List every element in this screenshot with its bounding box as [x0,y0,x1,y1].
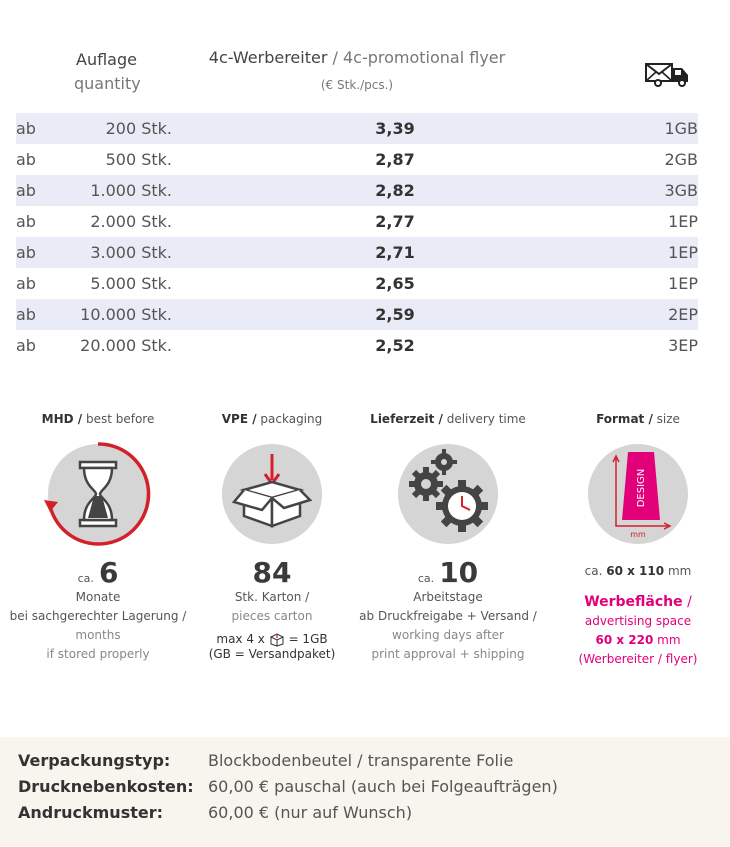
product-title-de: 4c-Werbereiter [208,48,328,67]
row-package: 2GB [664,150,698,169]
small-box-icon [269,633,285,647]
table-row [16,330,698,361]
row-quantity: 3.000 Stk. [90,243,172,262]
footer-label: Andruckmuster: [18,803,164,822]
row-quantity: 1.000 Stk. [90,181,172,200]
row-quantity: 2.000 Stk. [90,212,172,231]
table-header [16,36,698,112]
delivery-line4: print approval + shipping [371,647,525,661]
row-price: 2,65 [375,274,415,293]
row-prefix: ab [16,243,36,262]
row-quantity: 500 Stk. [105,150,172,169]
mhd-line1: Monate [75,590,121,604]
row-prefix: ab [16,305,36,324]
row-package: 1EP [668,274,698,293]
table-row [16,237,698,268]
price-unit: (€ Stk./pcs.) [320,78,394,92]
row-price: 2,59 [375,305,415,324]
table-row [16,113,698,144]
table-row [16,268,698,299]
box-icon [222,444,322,544]
row-price: 2,52 [375,336,415,355]
format-heading: Format / size [596,412,680,426]
delivery-line3: working days after [392,628,504,642]
row-prefix: ab [16,181,36,200]
flyer-design-icon [588,444,688,544]
advertising-space-en: advertising space [584,614,692,628]
product-title-sep: / [327,48,343,67]
mhd-line3: months [75,628,121,642]
vpe-value: 84 [252,556,292,589]
vpe-column [180,410,364,661]
row-package: 1EP [668,243,698,262]
footer-info [0,737,730,847]
mhd-heading: MHD / best before [41,412,155,426]
hourglass-icon [48,444,148,544]
row-quantity: 200 Stk. [105,119,172,138]
row-price: 2,71 [375,243,415,262]
row-prefix: ab [16,274,36,293]
row-prefix: ab [16,150,36,169]
vpe-line1: Stk. Karton / [234,590,310,604]
delivery-column [350,410,546,664]
row-prefix: ab [16,119,36,138]
advertising-space-note: (Werbereiter / flyer) [578,652,698,666]
vpe-heading: VPE / packaging [221,412,323,426]
price-table [16,113,698,361]
footer-value: Blockbodenbeutel / transparente Folie [208,751,514,770]
quantity-header: Auflage [76,50,137,69]
row-price: 3,39 [375,119,415,138]
row-package: 1GB [664,119,698,138]
quantity-header-en: quantity [74,74,141,93]
table-row [16,299,698,330]
advertising-space-title: Werbefläche / [584,594,692,610]
row-price: 2,87 [375,150,415,169]
row-package: 1EP [668,212,698,231]
row-quantity: 10.000 Stk. [80,305,172,324]
svg-text:DESIGN: DESIGN [636,468,647,508]
vpe-note1: max 4 x = 1GB [216,632,328,646]
footer-value: 60,00 € pauschal (auch bei Folgeaufträgen) [208,777,558,796]
format-size: ca. 60 x 110 mm [584,564,692,578]
footer-value: 60,00 € (nur auf Wunsch) [208,803,413,822]
row-price: 2,77 [375,212,415,231]
delivery-heading: Lieferzeit / delivery time [370,412,526,426]
gears-clock-icon [398,444,498,544]
row-package: 3GB [664,181,698,200]
table-row [16,175,698,206]
row-package: 3EP [668,336,698,355]
truck-envelope-icon [644,61,692,91]
table-row [16,144,698,175]
mhd-value: ca. 6 [77,556,119,589]
row-quantity: 5.000 Stk. [90,274,172,293]
format-column [548,410,728,669]
delivery-line2: ab Druckfreigabe + Versand / [359,609,537,623]
svg-text:mm: mm [630,530,646,539]
vpe-line2: pieces carton [231,609,313,623]
mhd-line2: bei sachgerechter Lagerung / [9,609,187,623]
footer-label: Drucknebenkosten: [18,777,194,796]
vpe-note2: (GB = Versandpaket) [208,646,336,661]
product-title [16,48,698,67]
product-title-en: 4c-promotional flyer [342,48,506,67]
row-prefix: ab [16,212,36,231]
mhd-column [0,410,196,664]
row-quantity: 20.000 Stk. [80,336,172,355]
delivery-value: ca. 10 [417,556,479,589]
row-prefix: ab [16,336,36,355]
delivery-line1: Arbeitstage [413,590,483,604]
row-package: 2EP [668,305,698,324]
footer-label: Verpackungstyp: [18,751,171,770]
table-row [16,206,698,237]
mhd-line4: if stored properly [46,647,150,661]
row-price: 2,82 [375,181,415,200]
advertising-space-size: 60 x 220 mm [595,633,681,647]
